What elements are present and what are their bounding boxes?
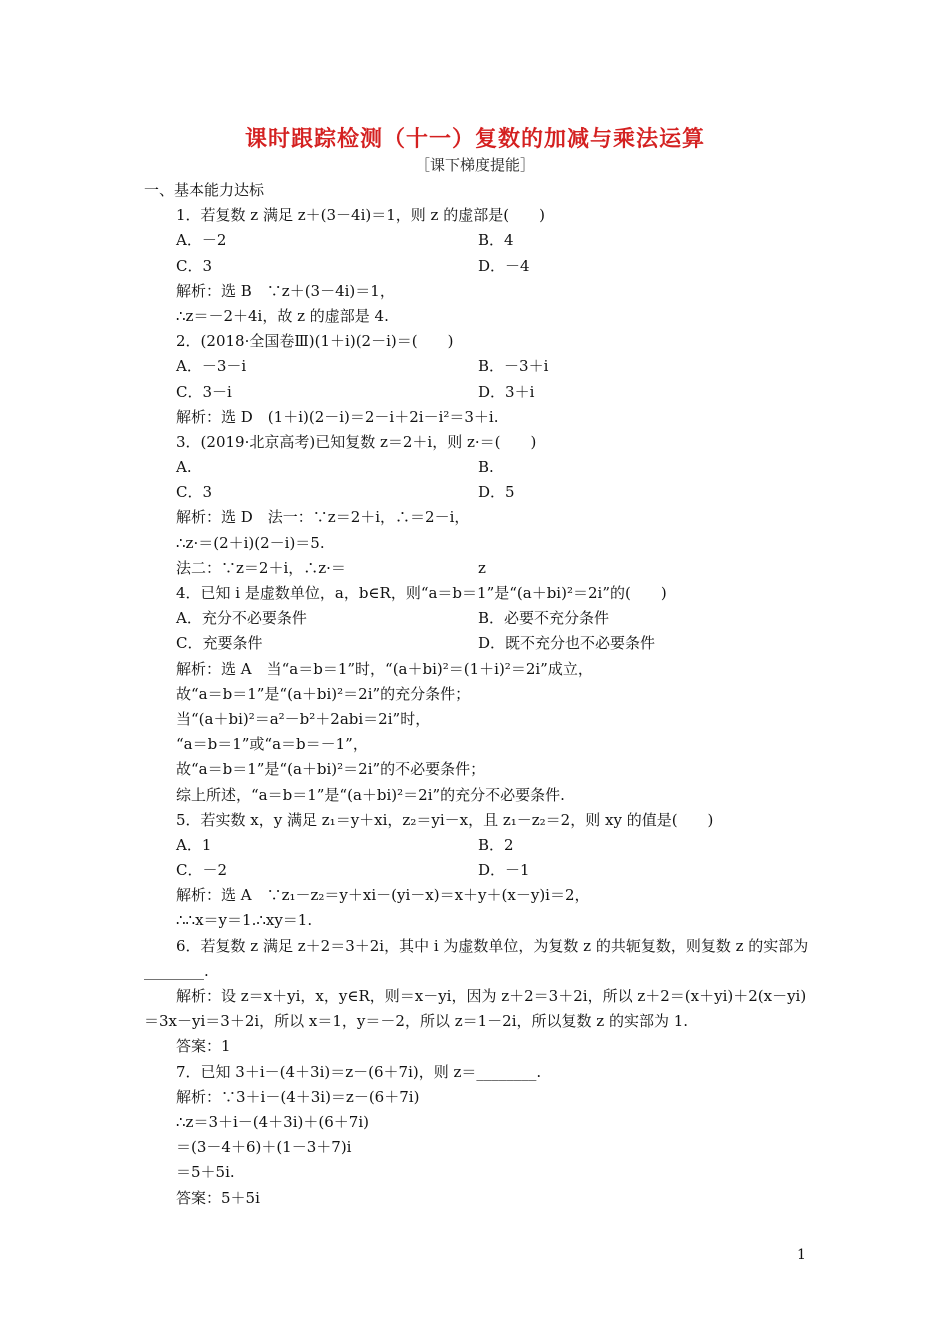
option-row bbox=[144, 380, 814, 405]
text-line: 故“a＝b＝1”是“(a＋bi)²＝2i”的不必要条件； bbox=[176, 760, 486, 779]
option-row bbox=[144, 228, 814, 253]
text-line: 4．已知 i 是虚数单位，a，b∈R，则“a＝b＝1”是“(a＋bi)²＝2i”的( ) bbox=[176, 584, 667, 602]
text-line: ∴∴x＝y＝1.∴xy＝1. bbox=[176, 911, 313, 930]
option-row bbox=[144, 455, 814, 480]
option-row bbox=[144, 606, 814, 631]
q7-line: ∴z＝3＋i－(4＋3i)＋(6＋7i) bbox=[176, 1113, 369, 1131]
q6-solution: 解析：设 z＝x＋yi，x，y∈R，则＝x－yi，因为 z＋2＝3＋2i，所以 z＋2＝(x＋yi)＋2(x－yi)＝3x－yi＝3＋2i，所以 x＝1，y＝－2，所以 z＝1－2i，所以复数 z 的实部为 1. bbox=[144, 987, 807, 1031]
question-lines bbox=[144, 203, 814, 933]
option-left: A．－3－i bbox=[176, 357, 247, 376]
option-left: A．1 bbox=[176, 835, 212, 854]
option-right: B．必要不充分条件 bbox=[478, 609, 610, 628]
text-line: ∴z＝－2＋4i，故 z 的虚部是 4. bbox=[176, 306, 389, 325]
q7-line: ＝5＋5i. bbox=[176, 1163, 235, 1182]
option-right: B．4 bbox=[478, 231, 514, 250]
option-left: A．－2 bbox=[176, 231, 227, 250]
option-right: D．－1 bbox=[478, 861, 530, 880]
option-left: C．3 bbox=[176, 256, 213, 275]
text-line: ∴z·＝(2＋i)(2－i)＝5. bbox=[176, 533, 325, 552]
q6-question: 6．若复数 z 满足 z＋2＝3＋2i，其中 i 为虚数单位，为复数 z 的共轭复数，则复数 z 的实部为________. bbox=[144, 936, 809, 980]
q7-line: 答案：5＋5i bbox=[176, 1188, 260, 1207]
option-right: B．2 bbox=[478, 835, 514, 854]
text-line: 2．(2018·全国卷Ⅲ)(1＋i)(2－i)＝( ) bbox=[176, 332, 454, 351]
text-line: 3．(2019·北京高考)已知复数 z＝2＋i，则 z·＝( ) bbox=[176, 432, 537, 451]
option-left: A. bbox=[176, 458, 192, 477]
text-line: “a＝b＝1”或“a＝b＝－1”， bbox=[176, 735, 368, 754]
q7-line: 解析：∵3＋i－(4＋3i)＝z－(6＋7i) bbox=[176, 1087, 420, 1106]
q6-answer: 答案：1 bbox=[176, 1037, 231, 1056]
option-right: B．－3＋i bbox=[478, 357, 549, 376]
option-row bbox=[144, 631, 814, 656]
option-row bbox=[144, 858, 814, 883]
text-line: 解析：选 B ∵z＋(3－4i)＝1， bbox=[176, 281, 395, 300]
q7-line: 7．已知 3＋i－(4＋3i)＝z－(6＋7i)，则 z＝________. bbox=[176, 1062, 542, 1081]
option-left: C．－2 bbox=[176, 861, 228, 880]
option-right: B. bbox=[478, 458, 494, 477]
option-row bbox=[144, 254, 814, 279]
option-row bbox=[144, 354, 814, 379]
page-number: 1 bbox=[797, 1247, 806, 1263]
text-line: 解析：选 D 法一：∵z＝2＋i，∴＝2－i， bbox=[176, 508, 470, 527]
page-subtitle: ［课下梯度提能］ bbox=[414, 156, 535, 174]
document-body bbox=[144, 178, 814, 1211]
option-right: D．－4 bbox=[478, 256, 530, 275]
q7-block bbox=[144, 1060, 814, 1211]
text-line: 解析：选 A 当“a＝b＝1”时，“(a＋bi)²＝(1＋i)²＝2i”成立， bbox=[176, 659, 593, 678]
text-line: 解析：选 D (1＋i)(2－i)＝2－i＋2i－i²＝3＋i. bbox=[176, 407, 499, 426]
option-row bbox=[144, 833, 814, 858]
option-right: D．既不充分也不必要条件 bbox=[478, 634, 656, 653]
text-line: 1．若复数 z 满足 z＋(3－4i)＝1，则 z 的虚部是( ) bbox=[176, 206, 545, 225]
option-right: D．3＋i bbox=[478, 382, 535, 401]
option-left: C．3 bbox=[176, 483, 213, 502]
option-left: A．充分不必要条件 bbox=[176, 609, 307, 628]
option-right: z bbox=[478, 558, 486, 577]
section-heading: 一、基本能力达标 bbox=[144, 181, 265, 199]
option-right: D．5 bbox=[478, 483, 515, 502]
text-line: 故“a＝b＝1”是“(a＋bi)²＝2i”的充分条件； bbox=[176, 684, 471, 703]
page-title: 课时跟踪检测（十一）复数的加减与乘法运算 bbox=[244, 126, 705, 152]
text-line: 解析：选 A ∵z₁－z₂＝y＋xi－(yi－x)＝x＋y＋(x－y)i＝2， bbox=[176, 886, 590, 905]
option-left: 法二：∵z＝2＋i，∴z·＝ bbox=[176, 558, 346, 577]
option-row bbox=[144, 556, 814, 581]
text-line: 综上所述，“a＝b＝1”是“(a＋bi)²＝2i”的充分不必要条件. bbox=[176, 785, 565, 804]
text-line: 当“(a＋bi)²＝a²－b²＋2abi＝2i”时， bbox=[176, 709, 431, 728]
option-left: C．充要条件 bbox=[176, 634, 263, 653]
text-line: 5．若实数 x，y 满足 z₁＝y＋xi，z₂＝yi－x，且 z₁－z₂＝2，则 xy 的值是( ) bbox=[176, 810, 714, 829]
option-row bbox=[144, 480, 814, 505]
option-left: C．3－i bbox=[176, 382, 232, 401]
q7-line: ＝(3－4＋6)＋(1－3＋7)i bbox=[176, 1138, 352, 1157]
